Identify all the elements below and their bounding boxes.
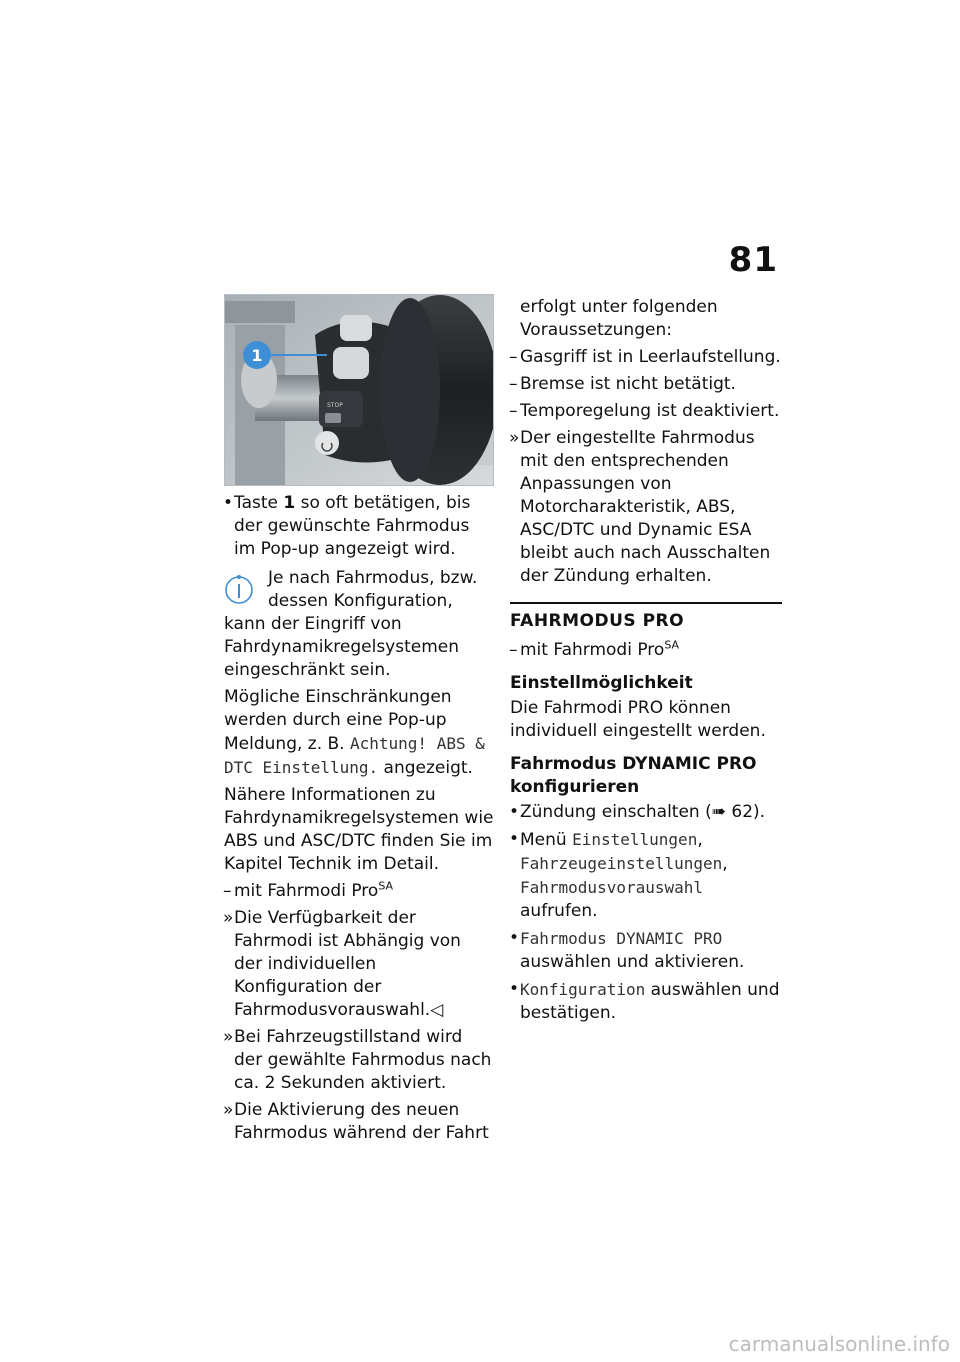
step-menu: • Menü Einstellungen, Fahrzeugeinstellungen, Fahrmodusvorauswahl aufrufen.: [509, 829, 728, 921]
note-paragraph-2: Mögliche Einschränkungen werden durch eine Pop-up Meldung, z. B. Achtung! ABS & DTC Einstellung. angezeigt.: [224, 687, 485, 778]
bullet-icon: •: [509, 979, 520, 999]
subheading-configure: Fahrmodus DYNAMIC PRO konfigurieren: [510, 754, 757, 797]
condition-line: – mit Fahrmodi Pro$^{SA}$: [223, 879, 394, 901]
result-arrow-icon: »: [223, 908, 234, 928]
callout-label: 1: [251, 346, 263, 365]
result-arrow-icon: »: [223, 1100, 234, 1120]
info-icon: [224, 571, 254, 605]
result-1: » Die Verfügbarkeit der Fahrmodi ist Abhängig von der individuellen Konfiguration der Fahrmodusvorauswahl.◁: [223, 908, 461, 1020]
section-condition: – mit Fahrmodi Pro$^{SA}$: [509, 638, 680, 660]
menu-settings: Einstellungen: [572, 830, 698, 849]
page-number: 81: [728, 240, 778, 280]
step-configuration: • Konfiguration auswählen und bestätigen.: [509, 979, 780, 1023]
note-paragraph-3: Nähere Informationen zu Fahrdynamikregelsystemen wie ABS und ASC/DTC finden Sie im Kapitel Technik im Detail.: [224, 785, 494, 874]
result-arrow-icon: »: [509, 428, 520, 448]
bullet-icon: •: [509, 928, 520, 948]
menu-mode-preselection: Fahrmodusvorauswahl: [520, 878, 704, 897]
subheading-options: Einstellmöglichkeit: [510, 673, 693, 693]
handlebar-switch-photo: [224, 294, 494, 486]
special-equipment-badge: SA: [664, 638, 680, 652]
menu-dynamic-pro: Fahrmodus DYNAMIC PRO: [520, 929, 723, 948]
left-column: [224, 294, 494, 1149]
note-line-rest: kann der Eingriff von Fahrdynamikregelsystemen eingeschränkt sein.: [224, 614, 460, 680]
menu-configuration: Konfiguration: [520, 980, 646, 999]
page-reference: 62: [731, 802, 754, 822]
section-title: FAHRMODUS PRO: [510, 602, 782, 633]
menu-vehicle-settings: Fahrzeugeinstellungen: [520, 854, 723, 873]
precondition-1: – Gasgriff ist in Leerlaufstellung.: [509, 347, 781, 367]
step-press-button: • Taste 1 so oft betätigen, bis der gewünschte Fahrmodus im Pop-up angezeigt wird.: [223, 493, 471, 559]
note-line-first: Je nach Fahrmodus, bzw. dessen Konfiguration,: [268, 568, 478, 611]
precondition-2: – Bremse ist nicht betätigt.: [509, 374, 736, 394]
step-select-mode: • Fahrmodus DYNAMIC PRO auswählen und aktivieren.: [509, 928, 745, 972]
watermark: carmanualsonline.info: [728, 1332, 950, 1356]
bullet-icon: •: [223, 493, 234, 513]
bullet-icon: •: [509, 802, 520, 822]
info-note: [224, 567, 494, 682]
result-4: » Der eingestellte Fahrmodus mit den entsprechenden Anpassungen von Motorcharakteristik, ABS, ASC/DTC und Dynamic ESA bleibt auch nach Ausschalten der Zündung erhalten.: [509, 428, 771, 586]
options-text: Die Fahrmodi PRO können individuell eingestellt werden.: [510, 698, 766, 741]
bullet-icon: •: [509, 829, 520, 849]
continued-text: erfolgt unter folgenden Voraussetzungen:: [520, 297, 718, 340]
stop-label: STOP: [327, 402, 343, 409]
step-ignition: • Zündung einschalten (➠ 62).: [509, 802, 766, 822]
popup-message: Achtung! ABS & DTC Einstellung.: [224, 734, 485, 777]
result-arrow-icon: »: [223, 1027, 234, 1047]
button-reference: 1: [283, 493, 296, 513]
page-ref-arrow-icon: ➠: [711, 802, 732, 822]
result-2: » Bei Fahrzeugstillstand wird der gewählte Fahrmodus nach ca. 2 Sekunden aktiviert.: [223, 1027, 492, 1093]
right-column: [510, 296, 782, 1029]
handlebar-switch-illustration: [225, 295, 493, 485]
result-3: » Die Aktivierung des neuen Fahrmodus während der Fahrt: [223, 1100, 489, 1143]
precondition-3: – Temporegelung ist deaktiviert.: [509, 401, 780, 421]
special-equipment-badge: SA: [378, 879, 394, 893]
